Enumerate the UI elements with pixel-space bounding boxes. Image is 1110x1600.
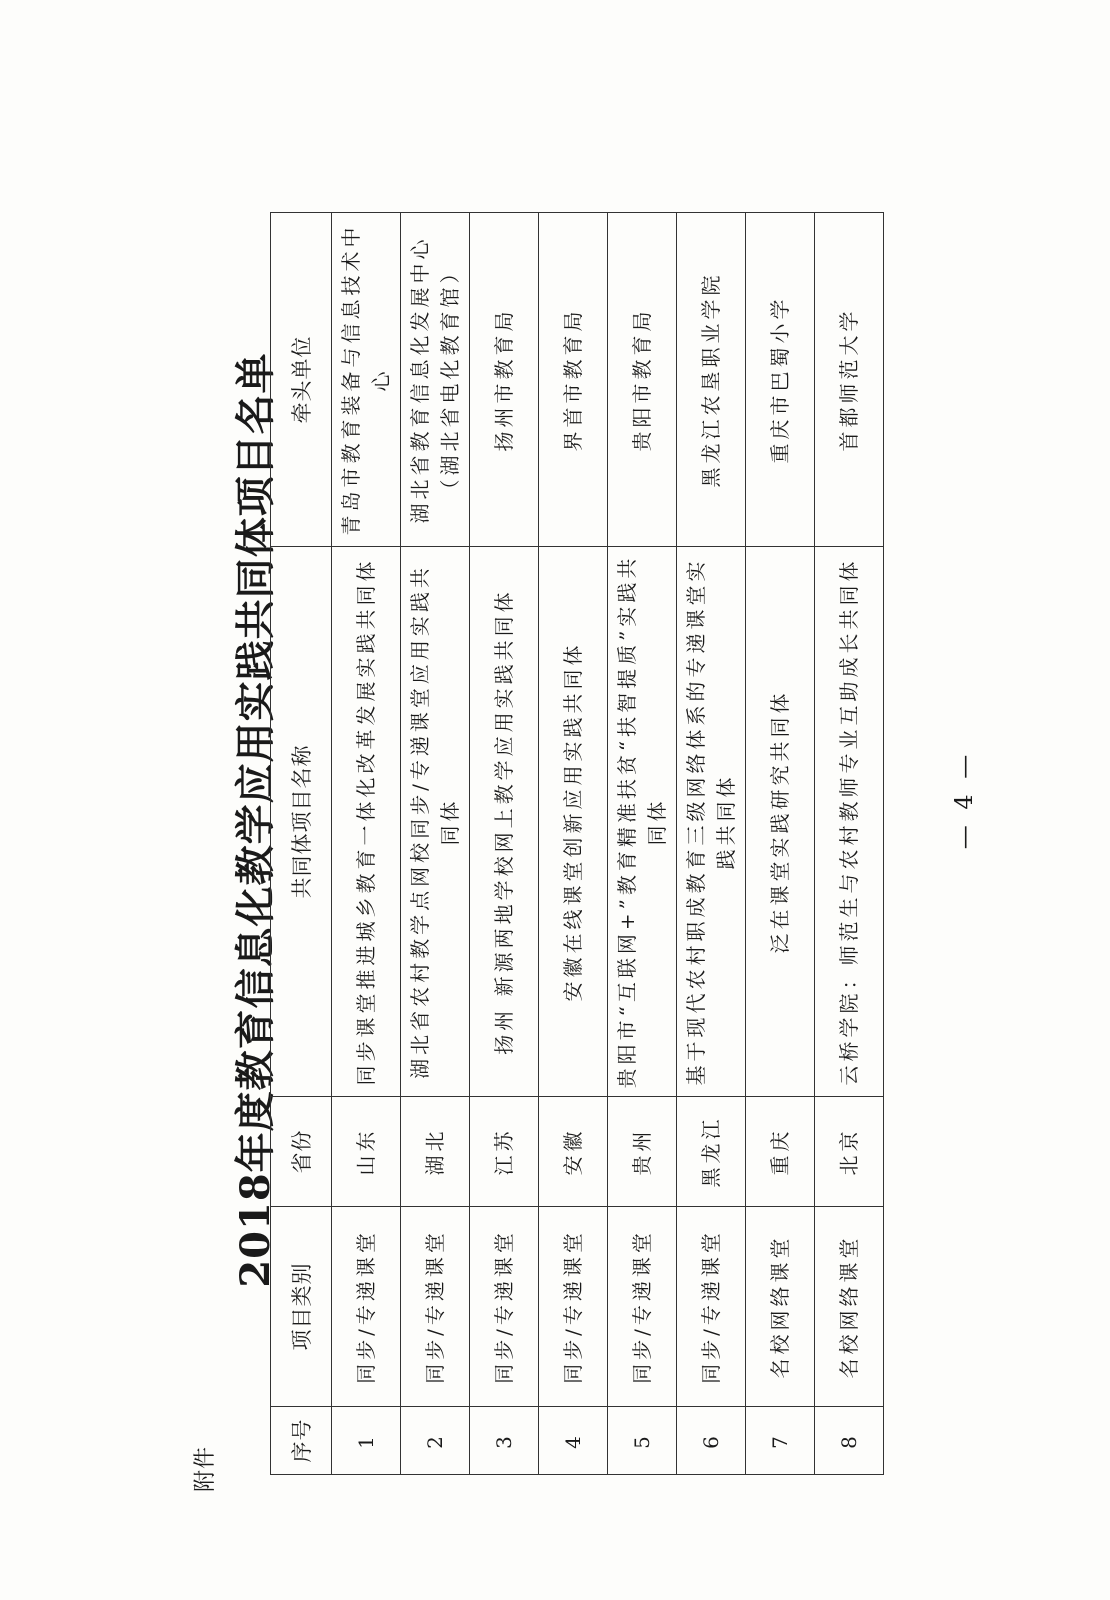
cell-category: 同步/专递课堂 — [332, 1207, 401, 1407]
table-row — [815, 213, 884, 1475]
header-seq-no: 序号 — [271, 1407, 332, 1475]
cell-seq-no: 1 — [332, 1407, 401, 1475]
cell-project-name: 基于现代农村职成教育三级网络体系的专递课堂实践共同体 — [677, 547, 746, 1097]
cell-province: 黑龙江 — [677, 1097, 746, 1207]
project-table — [270, 212, 884, 1475]
cell-seq-no: 3 — [470, 1407, 539, 1475]
cell-seq-no: 5 — [608, 1407, 677, 1475]
cell-province: 贵州 — [608, 1097, 677, 1207]
cell-province: 湖北 — [401, 1097, 470, 1207]
cell-project-name: 云桥学院：师范生与农村教师专业互助成长共同体 — [815, 547, 884, 1097]
header-category: 项目类别 — [271, 1207, 332, 1407]
table-row — [677, 213, 746, 1475]
cell-seq-no: 4 — [539, 1407, 608, 1475]
cell-category: 同步/专递课堂 — [401, 1207, 470, 1407]
cell-project-name: 泛在课堂实践研究共同体 — [746, 547, 815, 1097]
cell-lead-unit: 黑龙江农垦职业学院 — [677, 213, 746, 547]
header-project-name: 共同体项目名称 — [271, 547, 332, 1097]
cell-category: 名校网络课堂 — [815, 1207, 884, 1407]
table-row — [746, 213, 815, 1475]
cell-category: 同步/专递课堂 — [677, 1207, 746, 1407]
table-row — [539, 213, 608, 1475]
cell-lead-unit: 湖北省教育信息化发展中心（湖北省电化教育馆） — [401, 213, 470, 547]
cell-seq-no: 6 — [677, 1407, 746, 1475]
cell-lead-unit: 重庆市巴蜀小学 — [746, 213, 815, 547]
attachment-label: 附件 — [193, 1445, 218, 1492]
cell-province: 江苏 — [470, 1097, 539, 1207]
cell-seq-no: 7 — [746, 1407, 815, 1475]
cell-project-name: 贵阳市“互联网+”教育精准扶贫“扶智提质”实践共同体 — [608, 547, 677, 1097]
table-header-row — [271, 213, 332, 1475]
cell-province: 重庆 — [746, 1097, 815, 1207]
page-number: — 4 — — [950, 750, 978, 850]
cell-lead-unit: 首都师范大学 — [815, 213, 884, 547]
cell-lead-unit: 青岛市教育装备与信息技术中心 — [332, 213, 401, 547]
cell-lead-unit: 界首市教育局 — [539, 213, 608, 547]
table-row — [470, 213, 539, 1475]
cell-category: 同步/专递课堂 — [608, 1207, 677, 1407]
cell-project-name: 安徽在线课堂创新应用实践共同体 — [539, 547, 608, 1097]
cell-province: 北京 — [815, 1097, 884, 1207]
table-row — [608, 213, 677, 1475]
table-row — [332, 213, 401, 1475]
document-title: 2018年度教育信息化教学应用实践共同体项目名单 — [232, 352, 279, 1288]
cell-seq-no: 8 — [815, 1407, 884, 1475]
table-row — [401, 213, 470, 1475]
header-lead-unit: 牵头单位 — [271, 213, 332, 547]
cell-lead-unit: 扬州市教育局 — [470, 213, 539, 547]
cell-seq-no: 2 — [401, 1407, 470, 1475]
cell-province: 安徽 — [539, 1097, 608, 1207]
cell-category: 同步/专递课堂 — [539, 1207, 608, 1407]
cell-category: 同步/专递课堂 — [470, 1207, 539, 1407]
header-province: 省份 — [271, 1097, 332, 1207]
cell-project-name: 同步课堂推进城乡教育一体化改革发展实践共同体 — [332, 547, 401, 1097]
cell-project-name: 扬州 新源两地学校网上教学应用实践共同体 — [470, 547, 539, 1097]
cell-province: 山东 — [332, 1097, 401, 1207]
cell-category: 名校网络课堂 — [746, 1207, 815, 1407]
cell-project-name: 湖北省农村教学点网校同步/专递课堂应用实践共同体 — [401, 547, 470, 1097]
cell-lead-unit: 贵阳市教育局 — [608, 213, 677, 547]
